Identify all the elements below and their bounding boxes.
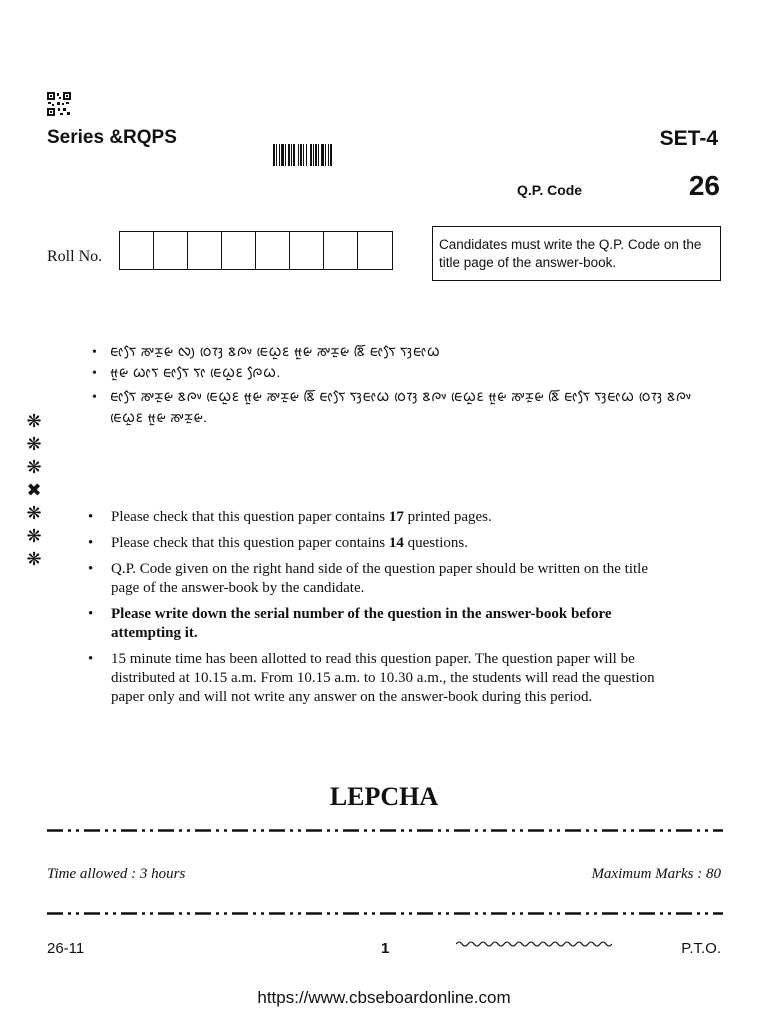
asterisk-mark-icon: ❋ bbox=[26, 411, 42, 431]
asterisk-mark-icon: ❋ bbox=[26, 549, 42, 569]
asterisk-mark-icon: ❋ bbox=[26, 457, 42, 477]
qp-code-label: Q.P. Code bbox=[517, 182, 583, 198]
instruction-text: 17 bbox=[388, 509, 404, 525]
set-label: SET-4 bbox=[659, 127, 718, 150]
asterisk-mark-icon: ❋ bbox=[26, 526, 42, 546]
instruction-text: Please check that this question paper contains bbox=[111, 509, 389, 525]
instruction-text: Please check that this question paper contains bbox=[111, 535, 389, 551]
instruction-text: 15 minute time has been allotted to read this question paper. The question paper will be distributed at 10.15 a.m. From 10.15 a.m. to 10.30 a.m., the students will read the question paper only and will not write any answer on the answer-book during this period. bbox=[111, 651, 655, 705]
qr-code-icon bbox=[47, 92, 71, 116]
subject-title: LEPCHA bbox=[329, 782, 439, 811]
barcode-icon bbox=[273, 144, 361, 166]
instruction-item bbox=[86, 650, 678, 707]
roll-number-box[interactable] bbox=[154, 232, 188, 269]
asterisk-mark-icon: ❋ bbox=[26, 503, 42, 523]
instruction-item bbox=[86, 534, 678, 553]
asterisk-mark-icon: ❋ bbox=[26, 434, 42, 454]
instruction-text: Q.P. Code given on the right hand side of the question paper should be written on the title page of the answer-book by the candidate. bbox=[111, 561, 648, 596]
qp-code-notice: Candidates must write the Q.P. Code on the title page of the answer-book. bbox=[432, 226, 721, 281]
dashed-divider-top bbox=[47, 829, 723, 832]
maximum-marks: Maximum Marks : 80 bbox=[591, 866, 721, 882]
instruction-text: 14 bbox=[388, 535, 404, 551]
roll-number-box[interactable] bbox=[120, 232, 154, 269]
instruction-text: questions. bbox=[403, 535, 469, 551]
time-allowed: Time allowed : 3 hours bbox=[47, 866, 186, 882]
dashed-divider-bottom bbox=[47, 912, 723, 915]
roll-number-box[interactable] bbox=[222, 232, 256, 269]
qp-code-value: 26 bbox=[688, 170, 720, 201]
roll-number-boxes[interactable] bbox=[119, 231, 393, 270]
series-label: Series &RQPS bbox=[47, 127, 177, 148]
instruction-item bbox=[86, 508, 678, 527]
roll-number-label: Roll No. bbox=[47, 248, 103, 265]
roll-number-box[interactable] bbox=[358, 232, 392, 269]
roll-number-box[interactable] bbox=[290, 232, 324, 269]
page-number: 1 bbox=[381, 940, 390, 957]
roll-number-box[interactable] bbox=[256, 232, 290, 269]
wave-line-icon bbox=[456, 939, 612, 949]
lepcha-instruction-item: • ᰀᰦᰛᰧ ᰕᰤᰌᰬᰡ ᰣᰍᰤ ᰀᰨᰃᰬᰚ ᰙᰬᰡ ᰕᰤᰌᰬᰡ ᰣᰩ ᰀᰦᰛᰧ ᰛᰫᰀᰦᰃ ᰓᰨᰅᰫ ᰣᰍᰤ ᰀᰨᰃᰬᰚ ᰙᰬᰡ ᰕᰤᰌᰬᰡ ᰣᰩ ᰀᰦᰛᰧ ᰛᰫᰀᰦᰃ ᰓᰨᰅᰫ ᰣᰍᰤ ᰀᰨᰃᰬᰚ ᰙᰬᰡ ᰕᰤᰌᰬᰡ. bbox=[88, 387, 708, 429]
side-markers bbox=[24, 410, 44, 571]
cross-mark-icon: ✖ bbox=[26, 480, 42, 500]
lepcha-instruction-item: • ᰀᰦᰛᰧ ᰕᰤᰌᰬᰡ ᰜᰪ ᰓᰨᰅᰫ ᰣᰍᰤ ᰀᰨᰃᰬᰚ ᰙᰬᰡ ᰕᰤᰌᰬᰡ ᰣᰩ ᰀᰦᰛᰧ ᰛᰫᰀᰦᰃ bbox=[88, 342, 708, 363]
instruction-item bbox=[86, 560, 678, 598]
paper-code: 26-11 bbox=[47, 940, 85, 957]
roll-number-box[interactable] bbox=[324, 232, 358, 269]
lepcha-instructions bbox=[88, 342, 708, 432]
instruction-text: printed pages. bbox=[403, 509, 492, 525]
english-instructions bbox=[86, 508, 678, 714]
lepcha-instruction-item: • ᰙᰬᰡ ᰃᰦᰛ ᰀᰦᰛᰧ ᰛᰦ ᰀᰨᰃᰬᰚ ᰍᰧᰃ. bbox=[88, 363, 708, 384]
roll-number-box[interactable] bbox=[188, 232, 222, 269]
instruction-item bbox=[86, 605, 678, 643]
website-url[interactable]: https://www.cbseboardonline.com bbox=[257, 988, 511, 1007]
please-turn-over: P.T.O. bbox=[681, 940, 721, 957]
instruction-text: Please write down the serial number of the question in the answer-book before attempting it. bbox=[111, 606, 612, 641]
